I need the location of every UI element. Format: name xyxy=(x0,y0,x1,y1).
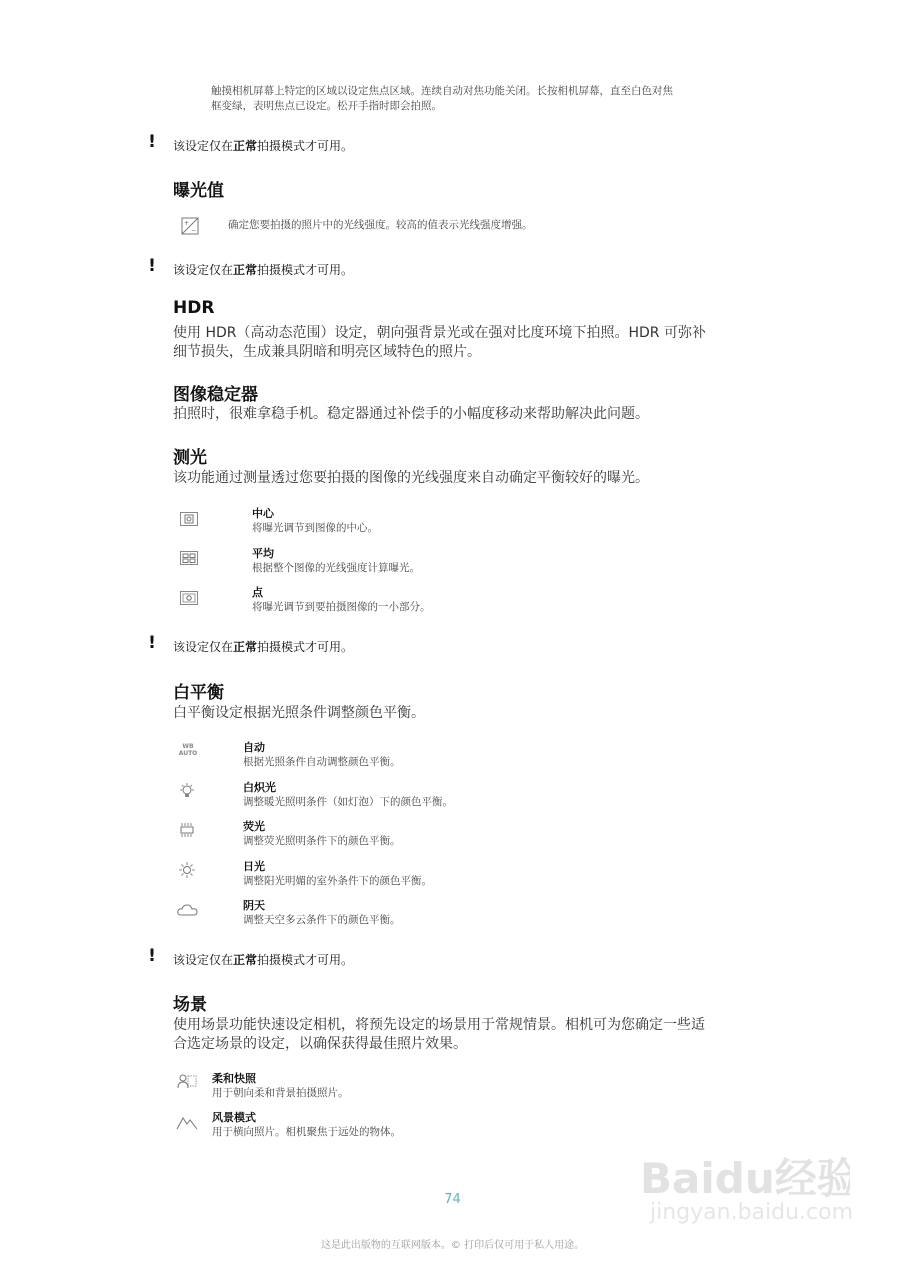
hdr-paragraph xyxy=(173,324,773,362)
scenes-line-1: 使用场景功能快速设定相机，将预先设定的场景用于常规情景。相机可为您确定一些适 xyxy=(173,1017,705,1033)
metering-title: 测光 xyxy=(173,448,207,468)
mode-note xyxy=(173,951,353,968)
metering-item-title: 平均 xyxy=(252,547,274,560)
stabilizer-title: 图像稳定器 xyxy=(173,385,258,405)
metering-item-title: 中心 xyxy=(252,507,274,520)
wb-item-desc: 调整阳光明媚的室外条件下的颜色平衡。 xyxy=(243,875,432,887)
watermark-url: jingyan.baidu.com xyxy=(650,1200,854,1225)
note-suffix: 拍摄模式才可用。 xyxy=(257,139,354,153)
baidu-logo-watermark xyxy=(640,1148,850,1208)
hdr-title: HDR xyxy=(173,298,215,318)
note-bold: 正常 xyxy=(233,139,258,153)
note-suffix: 拍摄模式才可用。 xyxy=(257,640,354,654)
wb-item-title: 荧光 xyxy=(243,820,265,833)
warning-icon: ! xyxy=(148,633,156,653)
incandescent-icon xyxy=(178,783,196,803)
scene-item-desc: 用于朝向柔和背景拍摄照片。 xyxy=(212,1087,349,1099)
scene-item-title: 风景模式 xyxy=(212,1111,256,1124)
warning-icon: ! xyxy=(148,946,156,966)
metering-item-title: 点 xyxy=(252,586,263,599)
svg-text:+: + xyxy=(184,220,190,227)
mode-note xyxy=(173,261,353,278)
hdr-line-2: 细节损失，生成兼具阴暗和明亮区域特色的照片。 xyxy=(173,344,481,360)
note-bold: 正常 xyxy=(233,640,258,654)
warning-icon: ! xyxy=(148,256,156,276)
intro-line-2: 框变绿，表明焦点已设定。松开手指时即会拍照。 xyxy=(211,100,442,112)
exposure-title: 曝光值 xyxy=(173,181,224,201)
note-bold: 正常 xyxy=(233,953,258,967)
center-metering-icon xyxy=(180,511,198,530)
note-prefix: 该设定仅在 xyxy=(173,263,234,277)
mode-note xyxy=(173,137,353,154)
scenes-paragraph xyxy=(173,1016,783,1054)
exposure-desc: 确定您要拍摄的照片中的光线强度。较高的值表示光线强度增强。 xyxy=(228,219,533,231)
scenes-title: 场景 xyxy=(173,995,207,1015)
cloudy-icon xyxy=(177,902,199,921)
metering-item-desc: 根据整个图像的光线强度计算曝光。 xyxy=(252,562,420,574)
note-prefix: 该设定仅在 xyxy=(173,640,234,654)
wb-item-title: 日光 xyxy=(243,860,265,873)
soft-snap-icon xyxy=(176,1073,198,1093)
metering-desc: 该功能通过测量透过您要拍摄的图像的光线强度来自动确定平衡较好的曝光。 xyxy=(173,470,649,486)
metering-item-desc: 将曝光调节到要拍摄图像的一小部分。 xyxy=(252,601,431,613)
metering-item-desc: 将曝光调节到图像的中心。 xyxy=(252,522,378,534)
scene-item-title: 柔和快照 xyxy=(212,1072,256,1085)
wb-item-title: 阴天 xyxy=(243,899,265,912)
wb-item-desc: 调整天空多云条件下的颜色平衡。 xyxy=(243,914,401,926)
svg-text:Baidu经验: Baidu经验 xyxy=(640,1154,850,1203)
white-balance-title: 白平衡 xyxy=(173,683,224,703)
svg-text:−: − xyxy=(191,227,197,234)
intro-paragraph xyxy=(211,84,771,114)
average-metering-icon xyxy=(180,550,198,569)
mode-note xyxy=(173,638,353,655)
note-prefix: 该设定仅在 xyxy=(173,139,234,153)
note-prefix: 该设定仅在 xyxy=(173,953,234,967)
landscape-icon xyxy=(176,1114,198,1134)
wb-auto-icon: WB AUTO xyxy=(178,743,198,757)
fluorescent-icon xyxy=(178,822,196,842)
scenes-line-2: 合选定场景的设定，以确保获得最佳照片效果。 xyxy=(173,1036,467,1052)
wb-item-title: 自动 xyxy=(243,741,265,754)
intro-line-1: 触摸相机屏幕上特定的区域以设定焦点区域。连续自动对焦功能关闭。长按相机屏幕，直至白色对焦 xyxy=(211,85,673,97)
white-balance-desc: 白平衡设定根据光照条件调整颜色平衡。 xyxy=(173,705,425,721)
page-number: 74 xyxy=(444,1192,461,1207)
wb-item-desc: 调整暖光照明条件（如灯泡）下的颜色平衡。 xyxy=(243,796,453,808)
wb-item-desc: 根据光照条件自动调整颜色平衡。 xyxy=(243,756,401,768)
daylight-icon xyxy=(178,862,196,882)
footer-notice: 这是此出版物的互联网版本。© 打印后仅可用于私人用途。 xyxy=(320,1240,585,1251)
stabilizer-desc: 拍照时，很难拿稳手机。稳定器通过补偿手的小幅度移动来帮助解决此问题。 xyxy=(173,406,649,422)
warning-icon: ! xyxy=(148,132,156,152)
wb-item-desc: 调整荧光照明条件下的颜色平衡。 xyxy=(243,835,401,847)
exposure-icon xyxy=(181,217,199,239)
note-bold: 正常 xyxy=(233,263,258,277)
hdr-line-1: 使用 HDR（高动态范围）设定，朝向强背景光或在强对比度环境下拍照。HDR 可弥补 xyxy=(173,325,706,341)
note-suffix: 拍摄模式才可用。 xyxy=(257,263,354,277)
note-suffix: 拍摄模式才可用。 xyxy=(257,953,354,967)
wb-item-title: 白炽光 xyxy=(243,781,276,794)
spot-metering-icon xyxy=(180,590,198,609)
scene-item-desc: 用于横向照片。相机聚焦于远处的物体。 xyxy=(212,1126,401,1138)
